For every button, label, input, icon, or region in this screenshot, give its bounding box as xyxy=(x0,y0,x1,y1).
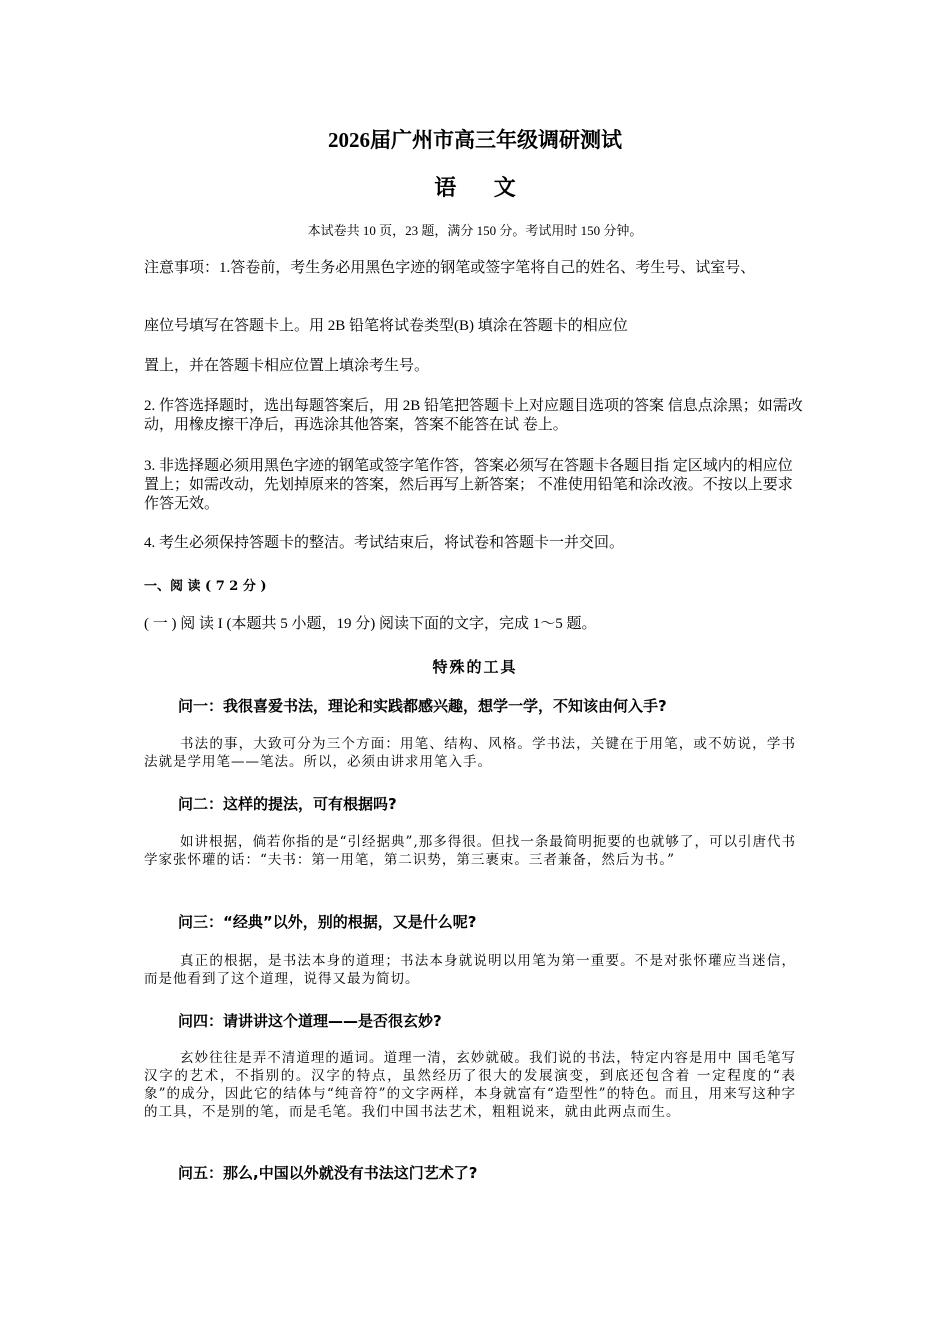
question-5: 问五：那么,中国以外就没有书法这门艺术了? xyxy=(178,1164,478,1182)
notice-paragraph-2: 座位号填写在答题卡上。用 2B 铅笔将试卷类型(B) 填涂在答题卡的相应位 xyxy=(144,318,628,334)
notice-paragraph-1: 注意事项：1.答卷前，考生务必用黑色字迹的钢笔或签字笔将自己的姓名、考生号、试室号、 xyxy=(144,260,756,276)
question-1: 问一：我很喜爱书法，理论和实践都感兴趣，想学一学，不知该由何入手? xyxy=(178,697,667,715)
answer-3: 真正的根据，是书法本身的道理；书法本身就说明以用笔为第一重要。不是对张怀瓘应当迷信，而是他看到了这个道理，说得又最为简切。 xyxy=(144,953,796,987)
answer-1: 书法的事，大致可分为三个方面：用笔、结构、风格。学书法，关键在于用笔，或不妨说，学书法就是学用笔——笔法。所以，必须由讲求用笔入手。 xyxy=(144,736,796,770)
answer-2: 如讲根据，倘若你指的是“引经据典”,那多得很。但找一条最简明扼要的也就够了，可以引唐代书学家张怀瓘的话：“夫书：第一用笔，第二识势，第三裹束。三者兼备，然后为书。” xyxy=(144,834,796,868)
notice-paragraph-3: 置上，并在答题卡相应位置上填涂考生号。 xyxy=(144,358,430,374)
section-heading: 一、阅 读 ( 7 2 分 ) xyxy=(144,579,267,594)
notice-paragraph-4: 2. 作答选择题时，选出每题答案后，用 2B 铅笔把答题卡上对应题目选项的答案 信息点涂黑；如需改动，用橡皮擦干净后，再选涂其他答案，答案不能答在试 卷上。 xyxy=(144,398,803,433)
exam-title: 2026届广州市高三年级调研测试 xyxy=(328,128,622,152)
question-3: 问三：“经典”以外，别的根据，又是什么呢? xyxy=(178,913,477,931)
question-4: 问四：请讲讲这个道理——是否很玄妙? xyxy=(178,1012,442,1030)
article-title: 特殊的工具 xyxy=(432,658,518,676)
notice-paragraph-5: 3. 非选择题必须用黑色字迹的钢笔或签字笔作答，答案必须写在答题卡各题目指 定区域内的相应位置上；如需改动，先划掉原来的答案，然后再写上新答案； 不准使用铅笔和涂改液。不按以上要求作答无效。 xyxy=(144,458,793,512)
notice-paragraph-6: 4. 考生必须保持答题卡的整洁。考试结束后，将试卷和答题卡一并交回。 xyxy=(144,535,625,551)
subject-title: 语 文 xyxy=(434,175,532,200)
question-2: 问二：这样的提法，可有根据吗? xyxy=(178,795,397,813)
answer-4: 玄妙往往是弄不清道理的遁词。道理一清，玄妙就破。我们说的书法，特定内容是用中 国毛笔写汉字的艺术，不指别的。汉字的特点，虽然经历了很大的发展演变，到底还包含着 一定程度的“表象”的成分，因此它的结体与“纯音符”的文字两样，本身就富有“造型性”的特色。而且，用来写这种字的工具，不是别的笔，而是毛笔。我们中国书法艺术，粗粗说来，就由此两点而生。 xyxy=(144,1050,796,1120)
section-sub-heading: ( 一 ) 阅 读 I (本题共 5 小题，19 分) 阅读下面的文字，完成 1～5 题。 xyxy=(144,616,597,632)
exam-info: 本试卷共 10 页，23 题，满分 150 分。考试用时 150 分钟。 xyxy=(307,223,643,238)
